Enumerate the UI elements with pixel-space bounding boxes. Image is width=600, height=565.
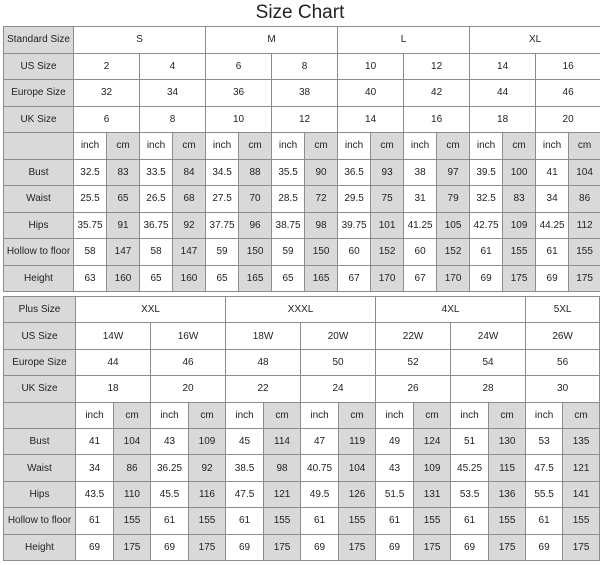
measurement-value-cell: 41.25	[404, 212, 437, 239]
size-value-cell: 20W	[301, 323, 376, 349]
row-label: US Size	[4, 53, 74, 80]
size-value-cell: 16W	[151, 323, 226, 349]
measurement-value-cell: 38	[404, 159, 437, 186]
measurement-value-cell: 119	[339, 428, 376, 454]
size-value-cell: 8	[140, 106, 206, 133]
unit-label: cm	[114, 402, 151, 428]
measurement-value-cell: 70	[239, 186, 272, 213]
size-value-cell: 50	[301, 349, 376, 375]
measurement-value-cell: 170	[371, 265, 404, 292]
standard-size-table	[3, 26, 600, 292]
measurement-value-cell: 67	[338, 265, 371, 292]
size-value-cell: 36	[206, 80, 272, 107]
measurement-value-cell: 69	[376, 534, 414, 560]
size-value-cell: 16	[536, 53, 600, 80]
size-value-cell: 22W	[376, 323, 451, 349]
measurement-value-cell: 109	[189, 428, 226, 454]
unit-label: cm	[239, 133, 272, 160]
row-label: Hollow to floor	[4, 508, 76, 534]
size-value-cell: 26W	[526, 323, 600, 349]
measurement-value-cell: 36.5	[338, 159, 371, 186]
unit-label: cm	[489, 402, 526, 428]
size-value-cell: 12	[404, 53, 470, 80]
measurement-value-cell: 92	[189, 455, 226, 481]
size-conversion-row	[4, 80, 600, 107]
measurement-value-cell: 25.5	[74, 186, 107, 213]
measurement-value-cell: 126	[339, 481, 376, 507]
unit-label: cm	[569, 133, 600, 160]
size-value-cell: 22	[226, 376, 301, 402]
measurement-value-cell: 170	[437, 265, 470, 292]
measurement-value-cell: 93	[371, 159, 404, 186]
measurement-value-cell: 49.5	[301, 481, 339, 507]
measurement-value-cell: 131	[414, 481, 451, 507]
size-value-cell: 40	[338, 80, 404, 107]
row-label: UK Size	[4, 106, 74, 133]
measurement-value-cell: 68	[173, 186, 206, 213]
measurement-value-cell: 51.5	[376, 481, 414, 507]
measurement-value-cell: 109	[414, 455, 451, 481]
size-value-cell: 28	[451, 376, 526, 402]
measurement-row	[4, 455, 600, 481]
measurement-value-cell: 155	[414, 508, 451, 534]
measurement-value-cell: 58	[140, 239, 173, 266]
measurement-value-cell: 90	[305, 159, 338, 186]
size-value-cell: 10	[206, 106, 272, 133]
size-value-cell: 24W	[451, 323, 526, 349]
size-value-cell: 18	[76, 376, 151, 402]
size-value-cell: 44	[470, 80, 536, 107]
size-value-cell: 42	[404, 80, 470, 107]
measurement-value-cell: 27.5	[206, 186, 239, 213]
unit-label: cm	[107, 133, 140, 160]
measurement-value-cell: 92	[173, 212, 206, 239]
measurement-value-cell: 147	[107, 239, 140, 266]
measurement-value-cell: 47.5	[526, 455, 563, 481]
size-value-cell: 8	[272, 53, 338, 80]
measurement-value-cell: 155	[503, 239, 536, 266]
measurement-value-cell: 40.75	[301, 455, 339, 481]
size-value-cell: 10	[338, 53, 404, 80]
measurement-value-cell: 72	[305, 186, 338, 213]
unit-label: cm	[264, 402, 301, 428]
measurement-value-cell: 35.75	[74, 212, 107, 239]
measurement-value-cell: 61	[536, 239, 569, 266]
size-group-header: 5XL	[526, 297, 600, 323]
measurement-value-cell: 37.75	[206, 212, 239, 239]
measurement-value-cell: 44.25	[536, 212, 569, 239]
measurement-value-cell: 152	[371, 239, 404, 266]
measurement-value-cell: 79	[437, 186, 470, 213]
row-label: Waist	[4, 455, 76, 481]
row-label: Bust	[4, 159, 74, 186]
measurement-value-cell: 39.5	[470, 159, 503, 186]
measurement-value-cell: 61	[76, 508, 114, 534]
measurement-value-cell: 65	[107, 186, 140, 213]
measurement-value-cell: 175	[189, 534, 226, 560]
measurement-value-cell: 160	[107, 265, 140, 292]
row-label: Hollow to floor	[4, 239, 74, 266]
measurement-value-cell: 83	[503, 186, 536, 213]
measurement-value-cell: 55.5	[526, 481, 563, 507]
measurement-value-cell: 150	[305, 239, 338, 266]
size-value-cell: 32	[74, 80, 140, 107]
row-label: Europe Size	[4, 80, 74, 107]
size-conversion-row	[4, 106, 600, 133]
measurement-value-cell: 41	[76, 428, 114, 454]
measurement-value-cell: 65	[140, 265, 173, 292]
measurement-value-cell: 155	[563, 508, 600, 534]
plus-size-table	[3, 296, 600, 561]
unit-header-row	[4, 133, 600, 160]
measurement-value-cell: 60	[338, 239, 371, 266]
measurement-value-cell: 61	[451, 508, 489, 534]
measurement-value-cell: 96	[239, 212, 272, 239]
row-label: US Size	[4, 323, 76, 349]
row-label: Height	[4, 265, 74, 292]
measurement-value-cell: 38.5	[226, 455, 264, 481]
measurement-value-cell: 59	[272, 239, 305, 266]
measurement-value-cell: 152	[437, 239, 470, 266]
measurement-value-cell: 121	[264, 481, 301, 507]
measurement-value-cell: 86	[114, 455, 151, 481]
size-value-cell: 6	[74, 106, 140, 133]
unit-label: cm	[437, 133, 470, 160]
measurement-value-cell: 88	[239, 159, 272, 186]
measurement-value-cell: 110	[114, 481, 151, 507]
unit-label: inch	[226, 402, 264, 428]
measurement-value-cell: 69	[226, 534, 264, 560]
size-value-cell: 44	[76, 349, 151, 375]
measurement-value-cell: 175	[503, 265, 536, 292]
measurement-value-cell: 45	[226, 428, 264, 454]
unit-label: inch	[76, 402, 114, 428]
measurement-value-cell: 147	[173, 239, 206, 266]
measurement-value-cell: 69	[470, 265, 503, 292]
size-value-cell: 14	[338, 106, 404, 133]
measurement-value-cell: 69	[151, 534, 189, 560]
measurement-value-cell: 116	[189, 481, 226, 507]
measurement-value-cell: 61	[470, 239, 503, 266]
corner-label: Standard Size	[4, 27, 74, 54]
size-group-header: 4XL	[376, 297, 526, 323]
size-header-row	[4, 27, 600, 54]
unit-label: inch	[140, 133, 173, 160]
measurement-value-cell: 32.5	[74, 159, 107, 186]
measurement-value-cell: 112	[569, 212, 600, 239]
measurement-value-cell: 75	[371, 186, 404, 213]
measurement-value-cell: 104	[569, 159, 600, 186]
measurement-value-cell: 51	[451, 428, 489, 454]
measurement-value-cell: 175	[563, 534, 600, 560]
size-conversion-row	[4, 349, 600, 375]
measurement-value-cell: 141	[563, 481, 600, 507]
corner-label: Plus Size	[4, 297, 76, 323]
measurement-value-cell: 43	[151, 428, 189, 454]
measurement-value-cell: 175	[569, 265, 600, 292]
measurement-value-cell: 97	[437, 159, 470, 186]
measurement-value-cell: 155	[264, 508, 301, 534]
unit-label: inch	[301, 402, 339, 428]
unit-label: inch	[404, 133, 437, 160]
row-label: Waist	[4, 186, 74, 213]
measurement-value-cell: 98	[305, 212, 338, 239]
measurement-value-cell: 61	[526, 508, 563, 534]
measurement-row	[4, 508, 600, 534]
unit-label: cm	[371, 133, 404, 160]
measurement-row	[4, 212, 600, 239]
measurement-value-cell: 61	[226, 508, 264, 534]
size-value-cell: 48	[226, 349, 301, 375]
measurement-value-cell: 60	[404, 239, 437, 266]
measurement-value-cell: 61	[151, 508, 189, 534]
measurement-value-cell: 130	[489, 428, 526, 454]
size-conversion-row	[4, 53, 600, 80]
size-value-cell: 20	[151, 376, 226, 402]
measurement-row	[4, 428, 600, 454]
measurement-value-cell: 69	[76, 534, 114, 560]
unit-label: cm	[503, 133, 536, 160]
size-value-cell: 2	[74, 53, 140, 80]
measurement-value-cell: 155	[114, 508, 151, 534]
measurement-value-cell: 29.5	[338, 186, 371, 213]
unit-label: cm	[189, 402, 226, 428]
measurement-value-cell: 61	[376, 508, 414, 534]
measurement-value-cell: 124	[414, 428, 451, 454]
measurement-value-cell: 41	[536, 159, 569, 186]
measurement-value-cell: 100	[503, 159, 536, 186]
measurement-value-cell: 109	[503, 212, 536, 239]
measurement-value-cell: 104	[114, 428, 151, 454]
measurement-value-cell: 175	[339, 534, 376, 560]
measurement-value-cell: 39.75	[338, 212, 371, 239]
unit-label: cm	[563, 402, 600, 428]
size-group-header: XL	[470, 27, 600, 54]
measurement-value-cell: 63	[74, 265, 107, 292]
row-label: UK Size	[4, 376, 76, 402]
size-group-header: XXXL	[226, 297, 376, 323]
size-group-header: L	[338, 27, 470, 54]
size-value-cell: 26	[376, 376, 451, 402]
measurement-value-cell: 121	[563, 455, 600, 481]
measurement-value-cell: 28.5	[272, 186, 305, 213]
measurement-row	[4, 481, 600, 507]
measurement-value-cell: 69	[451, 534, 489, 560]
measurement-value-cell: 65	[206, 265, 239, 292]
size-group-header: S	[74, 27, 206, 54]
measurement-value-cell: 104	[339, 455, 376, 481]
measurement-value-cell: 150	[239, 239, 272, 266]
unit-label: inch	[272, 133, 305, 160]
size-value-cell: 38	[272, 80, 338, 107]
size-header-row	[4, 297, 600, 323]
size-value-cell: 14W	[76, 323, 151, 349]
row-label: Europe Size	[4, 349, 76, 375]
measurement-value-cell: 175	[489, 534, 526, 560]
measurement-value-cell: 36.75	[140, 212, 173, 239]
measurement-value-cell: 91	[107, 212, 140, 239]
measurement-value-cell: 34	[536, 186, 569, 213]
measurement-value-cell: 114	[264, 428, 301, 454]
size-value-cell: 18	[470, 106, 536, 133]
size-value-cell: 4	[140, 53, 206, 80]
measurement-value-cell: 34.5	[206, 159, 239, 186]
size-value-cell: 12	[272, 106, 338, 133]
measurement-value-cell: 49	[376, 428, 414, 454]
row-label: Bust	[4, 428, 76, 454]
measurement-row	[4, 239, 600, 266]
measurement-value-cell: 69	[301, 534, 339, 560]
measurement-value-cell: 86	[569, 186, 600, 213]
measurement-value-cell: 155	[189, 508, 226, 534]
size-value-cell: 18W	[226, 323, 301, 349]
measurement-value-cell: 42.75	[470, 212, 503, 239]
row-label: Hips	[4, 212, 74, 239]
measurement-value-cell: 45.25	[451, 455, 489, 481]
unit-label: inch	[206, 133, 239, 160]
measurement-value-cell: 35.5	[272, 159, 305, 186]
measurement-value-cell: 47	[301, 428, 339, 454]
unit-label: inch	[470, 133, 503, 160]
measurement-value-cell: 69	[536, 265, 569, 292]
size-group-header: XXL	[76, 297, 226, 323]
size-value-cell: 24	[301, 376, 376, 402]
unit-label: cm	[305, 133, 338, 160]
measurement-value-cell: 155	[339, 508, 376, 534]
measurement-value-cell: 26.5	[140, 186, 173, 213]
measurement-value-cell: 58	[74, 239, 107, 266]
measurement-value-cell: 34	[76, 455, 114, 481]
measurement-value-cell: 61	[301, 508, 339, 534]
measurement-value-cell: 67	[404, 265, 437, 292]
measurement-row	[4, 159, 600, 186]
measurement-value-cell: 53.5	[451, 481, 489, 507]
measurement-value-cell: 83	[107, 159, 140, 186]
unit-label: inch	[451, 402, 489, 428]
unit-label: cm	[339, 402, 376, 428]
size-conversion-row	[4, 376, 600, 402]
measurement-value-cell: 175	[414, 534, 451, 560]
measurement-row	[4, 186, 600, 213]
unit-label: inch	[536, 133, 569, 160]
measurement-value-cell: 33.5	[140, 159, 173, 186]
measurement-value-cell: 165	[239, 265, 272, 292]
unit-label: inch	[151, 402, 189, 428]
measurement-row	[4, 265, 600, 292]
measurement-value-cell: 31	[404, 186, 437, 213]
unit-row-blank	[4, 402, 76, 428]
size-value-cell: 16	[404, 106, 470, 133]
measurement-value-cell: 59	[206, 239, 239, 266]
measurement-value-cell: 32.5	[470, 186, 503, 213]
unit-label: inch	[338, 133, 371, 160]
measurement-value-cell: 160	[173, 265, 206, 292]
size-value-cell: 56	[526, 349, 600, 375]
measurement-value-cell: 175	[114, 534, 151, 560]
size-value-cell: 46	[536, 80, 600, 107]
measurement-value-cell: 65	[272, 265, 305, 292]
size-value-cell: 14	[470, 53, 536, 80]
measurement-value-cell: 69	[526, 534, 563, 560]
unit-row-blank	[4, 133, 74, 160]
measurement-value-cell: 84	[173, 159, 206, 186]
measurement-value-cell: 53	[526, 428, 563, 454]
measurement-value-cell: 175	[264, 534, 301, 560]
size-value-cell: 46	[151, 349, 226, 375]
size-group-header: M	[206, 27, 338, 54]
measurement-value-cell: 38.75	[272, 212, 305, 239]
measurement-value-cell: 36.25	[151, 455, 189, 481]
measurement-value-cell: 155	[489, 508, 526, 534]
row-label: Height	[4, 534, 76, 560]
measurement-value-cell: 165	[305, 265, 338, 292]
unit-label: inch	[526, 402, 563, 428]
measurement-value-cell: 115	[489, 455, 526, 481]
size-value-cell: 30	[526, 376, 600, 402]
unit-label: cm	[173, 133, 206, 160]
measurement-value-cell: 43.5	[76, 481, 114, 507]
size-value-cell: 54	[451, 349, 526, 375]
size-value-cell: 34	[140, 80, 206, 107]
measurement-value-cell: 136	[489, 481, 526, 507]
measurement-row	[4, 534, 600, 560]
unit-label: cm	[414, 402, 451, 428]
unit-label: inch	[376, 402, 414, 428]
size-value-cell: 52	[376, 349, 451, 375]
size-value-cell: 6	[206, 53, 272, 80]
measurement-value-cell: 105	[437, 212, 470, 239]
size-value-cell: 20	[536, 106, 600, 133]
measurement-value-cell: 45.5	[151, 481, 189, 507]
measurement-value-cell: 135	[563, 428, 600, 454]
row-label: Hips	[4, 481, 76, 507]
unit-label: inch	[74, 133, 107, 160]
measurement-value-cell: 155	[569, 239, 600, 266]
page-title: Size Chart	[255, 2, 345, 23]
size-conversion-row	[4, 323, 600, 349]
measurement-value-cell: 43	[376, 455, 414, 481]
measurement-value-cell: 101	[371, 212, 404, 239]
unit-header-row	[4, 402, 600, 428]
measurement-value-cell: 47.5	[226, 481, 264, 507]
measurement-value-cell: 98	[264, 455, 301, 481]
